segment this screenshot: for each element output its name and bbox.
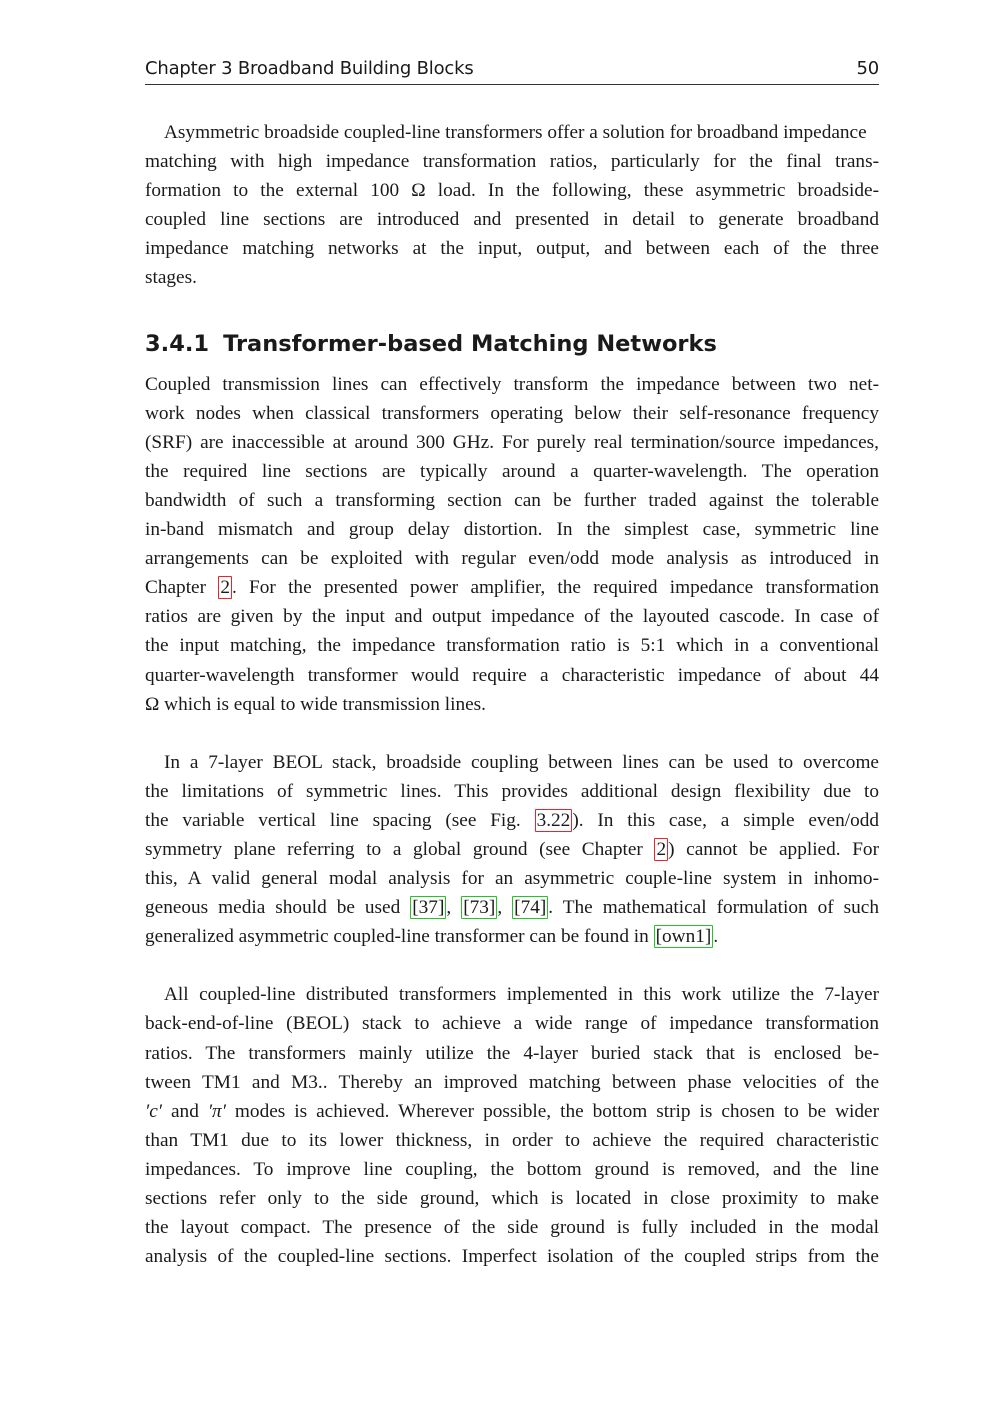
paragraph-broadside [145, 748, 879, 952]
body-text [145, 118, 879, 1271]
page-number: 50 [856, 58, 879, 79]
text-line: sections refer only to the side ground, which is located in close proximity to make [145, 1188, 879, 1209]
text-line: the input matching, the impedance transformation ratio is 5:1 which in a conventional [145, 635, 879, 657]
section-number: 3.4.1 [145, 330, 210, 357]
text-line: formation to the external 100 Ω load. In the following, these asymmetric broadside- [145, 180, 879, 202]
text-line: matching with high impedance transformation ratios, particularly for the final trans- [145, 151, 879, 173]
paragraph-gap [145, 719, 879, 748]
math-symbol: ′c′ [145, 1100, 162, 1122]
text-span: ) cannot be applied. For [668, 838, 879, 860]
text-line: coupled line sections are introduced and presented in detail to generate broadband [145, 209, 879, 231]
running-header [145, 56, 879, 85]
text-line: back-end-of-line (BEOL) stack to achieve a wide range of impedance transformation [145, 1013, 879, 1035]
text-span: . For the presented power amplifier, the required impedance transformation [231, 577, 879, 599]
text-line: the layout compact. The presence of the side ground is fully included in the modal [145, 1217, 879, 1239]
text-span: ). In this case, a simple even/odd [572, 809, 880, 831]
paragraph-beol [145, 980, 879, 1271]
text-span: and [162, 1100, 208, 1122]
text-line [145, 573, 879, 602]
text-span: geneous media should be used [145, 897, 401, 919]
text-line: (SRF) are inaccessible at around 300 GHz. For purely real termination/source impedances, [145, 431, 879, 453]
text-line: work nodes when classical transformers operating below their self-resonance frequency [145, 402, 879, 424]
text-line [145, 835, 879, 864]
text-span: modes is achieved. Wherever possible, the bottom strip is chosen to be wider [225, 1100, 879, 1122]
citation-link[interactable]: [own1] [655, 926, 712, 948]
chapter-ref-link[interactable]: 2 [656, 838, 667, 860]
text-line: tween TM1 and M3.. Thereby an improved matching between phase velocities of the [145, 1071, 879, 1093]
text-line: Asymmetric broadside coupled-line transformers offer a solution for broadband impedance [164, 122, 867, 143]
citation-link[interactable]: [74] [514, 897, 547, 919]
section-title: Transformer-based Matching Networks [223, 330, 717, 357]
text-line: Coupled transmission lines can effectively transform the impedance between two net- [145, 373, 879, 395]
text-line: in-band mismatch and group delay distortion. In the simplest case, symmetric line [145, 519, 879, 541]
text-line: impedances. To improve line coupling, the bottom ground is removed, and the line [145, 1158, 879, 1180]
text-line: generalized asymmetric coupled-line transformer can be found in [own1] . [145, 926, 719, 948]
text-line: bandwidth of such a transforming section can be further traded against the tolerable [145, 489, 879, 511]
text-line: the limitations of symmetric lines. This provides additional design flexibility due to [145, 780, 879, 802]
text-line: All coupled-line distributed transformers implemented in this work utilize the 7-layer [164, 984, 879, 1006]
text-span: . The mathematical formulation of such [548, 897, 880, 919]
chapter-title: Chapter 3 Broadband Building Blocks [145, 58, 474, 79]
text-span: Chapter [145, 577, 207, 599]
chapter-ref-link[interactable]: 2 [220, 577, 230, 599]
text-line [145, 1097, 879, 1126]
text-line: analysis of the coupled-line sections. Imperfect isolation of the coupled strips from the [145, 1246, 879, 1268]
text-line [145, 806, 879, 835]
text-line: this, A valid general modal analysis for an asymmetric couple-line system in inhomo- [145, 868, 879, 890]
text-line: ratios. The transformers mainly utilize the 4-layer buried stack that is enclosed be- [145, 1042, 879, 1064]
citation-link[interactable]: [73] [463, 897, 496, 919]
text-line: than TM1 due to its lower thickness, in order to achieve the required characteristic [145, 1129, 879, 1151]
text-line: geneous media should be used [37] , [73] , [74] . The mathematical formulation of such [145, 897, 880, 919]
section-heading [145, 329, 879, 359]
citation-link[interactable]: [37] [412, 897, 445, 919]
text-line: stages. [145, 267, 197, 289]
math-symbol: ′π′ [207, 1100, 226, 1122]
figure-ref-link[interactable]: 3.22 [536, 809, 571, 831]
text-span: the variable vertical line spacing (see Fig. [145, 809, 521, 831]
text-line: ratios are given by the input and output impedance of the layouted cascode. In case of [145, 606, 879, 628]
text-line: Ω which is equal to wide transmission lines. [145, 693, 486, 715]
text-span: generalized asymmetric coupled-line transformer can be found in [145, 926, 649, 948]
text-line: arrangements can be exploited with regular even/odd mode analysis as introduced in [145, 548, 879, 570]
text-span: symmetry plane referring to a global ground (see Chapter [145, 838, 643, 860]
paragraph-gap [145, 951, 879, 980]
paragraph-intro [145, 118, 879, 293]
text-line: In a 7-layer BEOL stack, broadside coupling between lines can be used to overcome [164, 751, 879, 773]
text-line: the required line sections are typically around a quarter-wavelength. The operation [145, 460, 879, 482]
text-line: quarter-wavelength transformer would require a characteristic impedance of about 44 [145, 664, 879, 686]
text-line: impedance matching networks at the input, output, and between each of the three [145, 238, 879, 260]
paragraph-coupled-lines [145, 370, 879, 719]
